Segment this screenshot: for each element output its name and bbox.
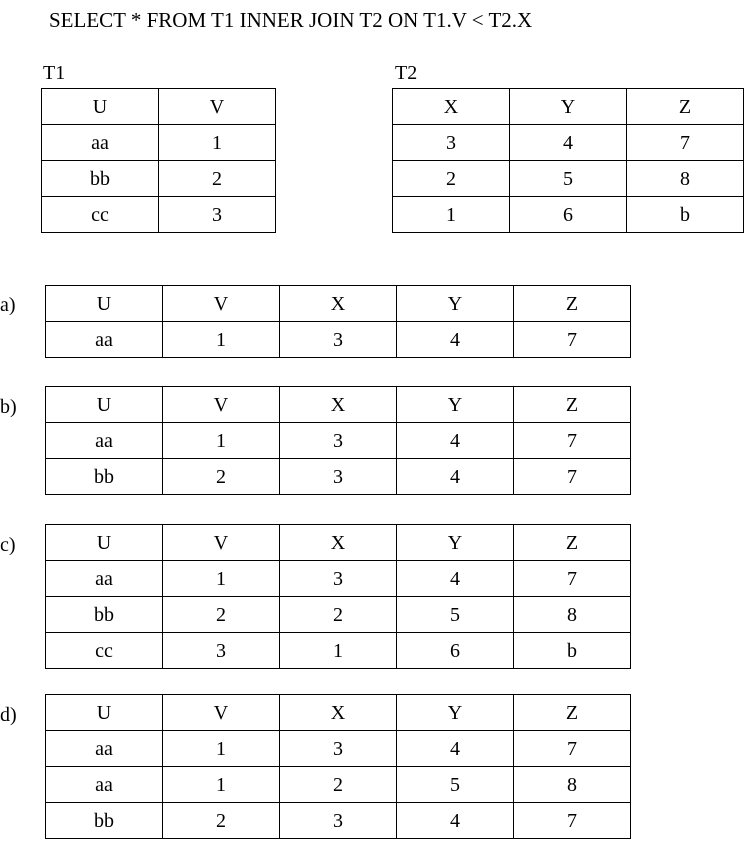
table-cell: 3 — [163, 633, 280, 669]
table-cell: 7 — [514, 459, 631, 495]
option-table-d — [45, 694, 631, 839]
header-cell: X — [280, 525, 397, 561]
table-cell: 8 — [627, 161, 744, 197]
table-cell: 7 — [514, 561, 631, 597]
table-row — [46, 322, 631, 358]
table-cell: 1 — [159, 125, 276, 161]
table-cell: 7 — [627, 125, 744, 161]
header-cell: Y — [397, 387, 514, 423]
option-table-c — [45, 524, 631, 669]
table-row — [46, 423, 631, 459]
header-cell: Y — [397, 525, 514, 561]
table-header-row — [46, 286, 631, 322]
table-t1 — [41, 88, 276, 233]
table-cell: aa — [46, 731, 163, 767]
table-row — [46, 633, 631, 669]
table-cell: 2 — [393, 161, 510, 197]
table-cell: 4 — [397, 561, 514, 597]
table-cell: 1 — [163, 731, 280, 767]
table-cell: 3 — [393, 125, 510, 161]
table-header-row — [46, 387, 631, 423]
table-cell: b — [514, 633, 631, 669]
table-label-t1: T1 — [43, 62, 66, 84]
option-label-c: c) — [0, 534, 16, 556]
header-cell: Z — [514, 695, 631, 731]
header-cell: U — [46, 286, 163, 322]
table-cell: 1 — [163, 561, 280, 597]
table-cell: bb — [46, 803, 163, 839]
table-cell: aa — [46, 767, 163, 803]
table-header-row — [46, 695, 631, 731]
header-cell: X — [280, 695, 397, 731]
table-row — [393, 125, 744, 161]
table-cell: 3 — [159, 197, 276, 233]
table-cell: 2 — [280, 597, 397, 633]
table-row — [393, 161, 744, 197]
table-header-row — [46, 525, 631, 561]
table-row — [42, 197, 276, 233]
table-cell: 4 — [510, 125, 627, 161]
table-cell: 8 — [514, 767, 631, 803]
table-cell: aa — [42, 125, 159, 161]
table-cell: 7 — [514, 803, 631, 839]
table-cell: aa — [46, 561, 163, 597]
table-header-row — [393, 89, 744, 125]
table-row — [42, 125, 276, 161]
header-cell: V — [163, 387, 280, 423]
table-cell: 2 — [163, 459, 280, 495]
header-cell: Y — [397, 286, 514, 322]
table-cell: aa — [46, 322, 163, 358]
table-cell: 1 — [280, 633, 397, 669]
header-cell: U — [42, 89, 159, 125]
header-cell: Y — [397, 695, 514, 731]
table-cell: 5 — [510, 161, 627, 197]
header-cell: X — [280, 286, 397, 322]
table-cell: cc — [42, 197, 159, 233]
table-cell: 3 — [280, 423, 397, 459]
option-table-a — [45, 285, 631, 358]
header-cell: Z — [514, 525, 631, 561]
table-cell: bb — [42, 161, 159, 197]
table-row — [46, 803, 631, 839]
table-cell: cc — [46, 633, 163, 669]
option-label-b: b) — [0, 396, 17, 418]
table-cell: aa — [46, 423, 163, 459]
table-cell: 3 — [280, 561, 397, 597]
header-cell: U — [46, 695, 163, 731]
table-cell: bb — [46, 459, 163, 495]
table-row — [46, 459, 631, 495]
header-cell: V — [159, 89, 276, 125]
table-cell: 3 — [280, 459, 397, 495]
option-label-d: d) — [0, 704, 17, 726]
header-cell: Z — [627, 89, 744, 125]
table-cell: 6 — [397, 633, 514, 669]
header-cell: Z — [514, 286, 631, 322]
table-cell: 2 — [163, 597, 280, 633]
header-cell: X — [280, 387, 397, 423]
table-cell: 4 — [397, 459, 514, 495]
table-cell: 7 — [514, 423, 631, 459]
header-cell: X — [393, 89, 510, 125]
table-cell: bb — [46, 597, 163, 633]
header-cell: V — [163, 286, 280, 322]
table-cell: 2 — [163, 803, 280, 839]
table-cell: 6 — [510, 197, 627, 233]
table-cell: 3 — [280, 322, 397, 358]
table-row — [46, 731, 631, 767]
table-cell: 7 — [514, 731, 631, 767]
header-cell: Y — [510, 89, 627, 125]
header-cell: Z — [514, 387, 631, 423]
table-row — [46, 597, 631, 633]
header-cell: V — [163, 695, 280, 731]
table-cell: 7 — [514, 322, 631, 358]
table-row — [42, 161, 276, 197]
table-cell: 4 — [397, 322, 514, 358]
table-cell: 8 — [514, 597, 631, 633]
table-cell: 5 — [397, 597, 514, 633]
table-label-t2: T2 — [395, 62, 418, 84]
sql-query: SELECT * FROM T1 INNER JOIN T2 ON T1.V < T2.X — [49, 8, 533, 32]
option-label-a: a) — [0, 294, 16, 316]
option-table-b — [45, 386, 631, 495]
table-cell: 5 — [397, 767, 514, 803]
header-cell: U — [46, 525, 163, 561]
table-cell: 1 — [393, 197, 510, 233]
table-cell: 4 — [397, 803, 514, 839]
table-cell: 1 — [163, 767, 280, 803]
table-cell: b — [627, 197, 744, 233]
table-cell: 2 — [159, 161, 276, 197]
table-cell: 1 — [163, 423, 280, 459]
table-cell: 4 — [397, 731, 514, 767]
table-cell: 1 — [163, 322, 280, 358]
table-row — [46, 767, 631, 803]
table-row — [393, 197, 744, 233]
header-cell: V — [163, 525, 280, 561]
table-cell: 3 — [280, 803, 397, 839]
table-t2 — [392, 88, 744, 233]
table-cell: 3 — [280, 731, 397, 767]
table-cell: 2 — [280, 767, 397, 803]
header-cell: U — [46, 387, 163, 423]
table-cell: 4 — [397, 423, 514, 459]
table-row — [46, 561, 631, 597]
table-header-row — [42, 89, 276, 125]
